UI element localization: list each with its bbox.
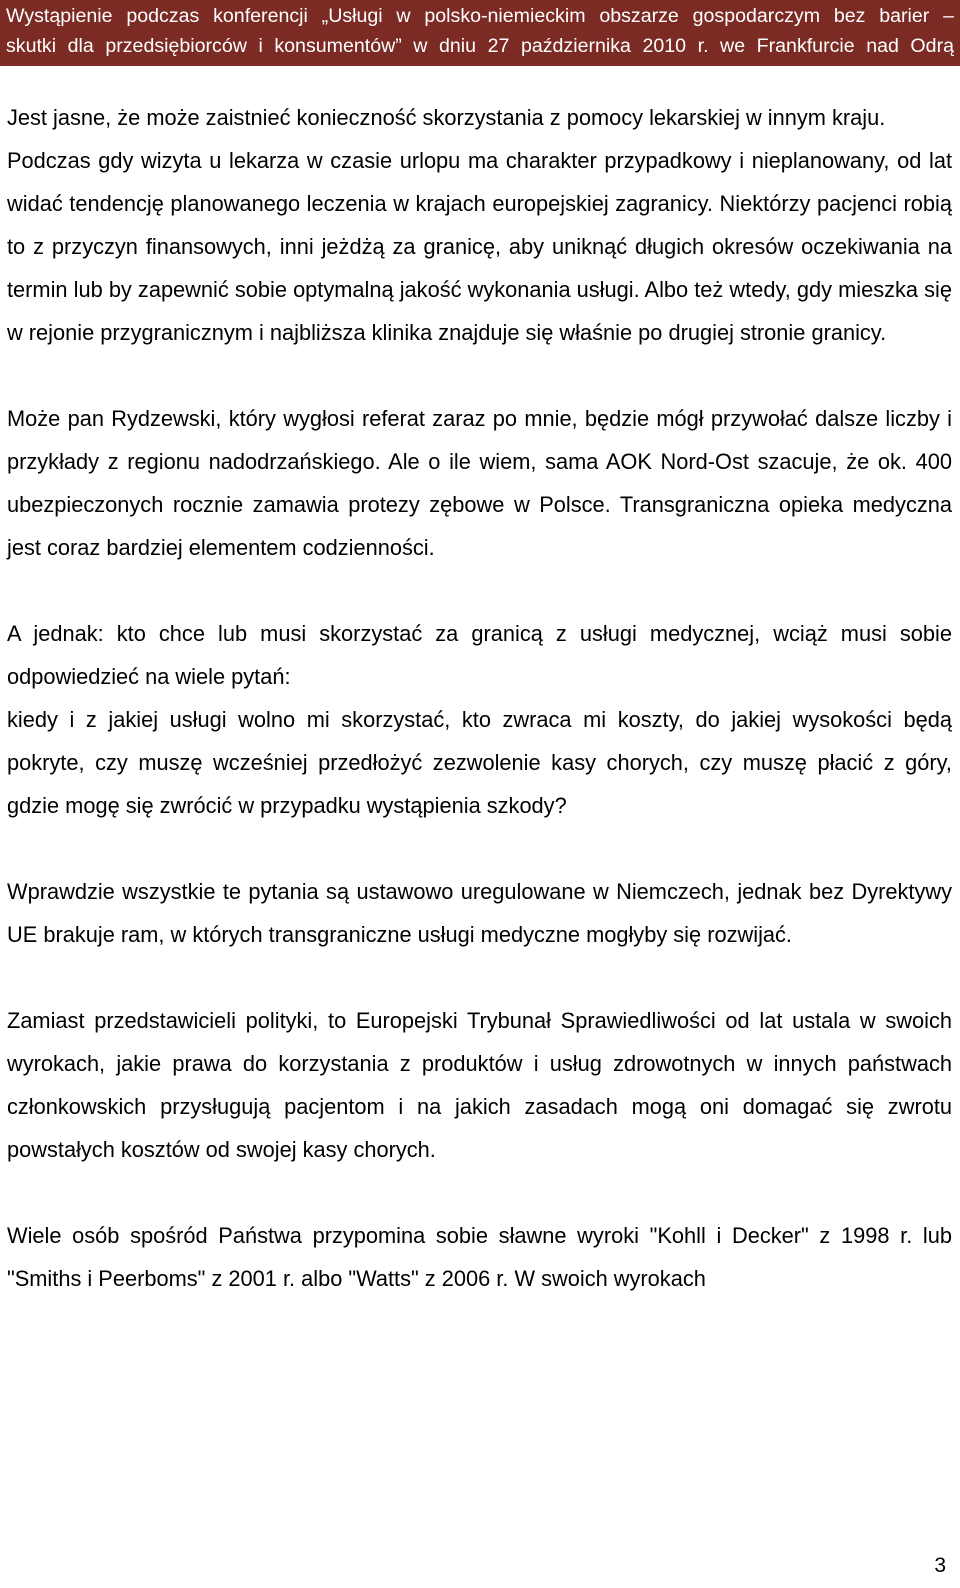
- paragraph-8: Wiele osób spośród Państwa przypomina sobie sławne wyroki "Kohll i Decker" z 1998 r. lub "Smiths i Peerboms" z 2001 r. albo "Watts" z 2006 r. W swoich wyrokach: [7, 1223, 952, 1291]
- document-body: [7, 96, 952, 1300]
- document-header: [0, 0, 960, 66]
- paragraph-6: Wprawdzie wszystkie te pytania są ustawowo uregulowane w Niemczech, jednak bez Dyrektywy UE brakuje ram, w których transgraniczne usługi medyczne mogłyby się rozwijać.: [7, 879, 952, 947]
- paragraph-3: Może pan Rydzewski, który wygłosi referat zaraz po mnie, będzie mógł przywołać dalsze liczby i przykłady z regionu nadodrzańskiego. Ale o ile wiem, sama AOK Nord-Ost szacuje, że ok. 400 ubezpieczonych rocznie zamawia protezy zębowe w Polsce. Transgraniczna opieka medyczna jest coraz bardziej elementem codzienności.: [7, 406, 952, 560]
- page-number: 3: [934, 1554, 946, 1577]
- paragraph-4: A jednak: kto chce lub musi skorzystać za granicą z usługi medycznej, wciąż musi sobie odpowiedzieć na wiele pytań:: [7, 621, 952, 689]
- paragraph-2: Podczas gdy wizyta u lekarza w czasie urlopu ma charakter przypadkowy i nieplanowany, od lat widać tendencję planowanego leczenia w krajach europejskiej zagranicy. Niektórzy pacjenci robią to z przyczyn finansowych, inni jeżdżą za granicę, aby uniknąć długich okresów oczekiwania na termin lub by zapewnić sobie optymalną jakość wykonania usługi. Albo też wtedy, gdy mieszka się w rejonie przygranicznym i najbliższa klinika znajduje się właśnie po drugiej stronie granicy.: [7, 148, 952, 345]
- header-title-line-1: Wystąpienie podczas konferencji „Usługi w polsko-niemieckim obszarze gospodarczym bez barier –: [6, 5, 954, 27]
- paragraph-7: Zamiast przedstawicieli polityki, to Europejski Trybunał Sprawiedliwości od lat ustala w swoich wyrokach, jakie prawa do korzystania z produktów i usług zdrowotnych w innych państwach członkowskich przysługują pacjentom i na jakich zasadach mogą oni domagać się zwrotu powstałych kosztów od swojej kasy chorych.: [7, 1008, 952, 1162]
- paragraph-5: kiedy i z jakiej usługi wolno mi skorzystać, kto zwraca mi koszty, do jakiej wysokości będą pokryte, czy muszę wcześniej przedłożyć zezwolenie kasy chorych, czy muszę płacić z góry, gdzie mogę się zwrócić w przypadku wystąpienia szkody?: [7, 707, 952, 818]
- paragraph-1: Jest jasne, że może zaistnieć konieczność skorzystania z pomocy lekarskiej w innym kraju.: [7, 105, 886, 130]
- header-title-line-2: skutki dla przedsiębiorców i konsumentów” w dniu 27 października 2010 r. we Frankfurcie nad Odrą: [6, 35, 954, 57]
